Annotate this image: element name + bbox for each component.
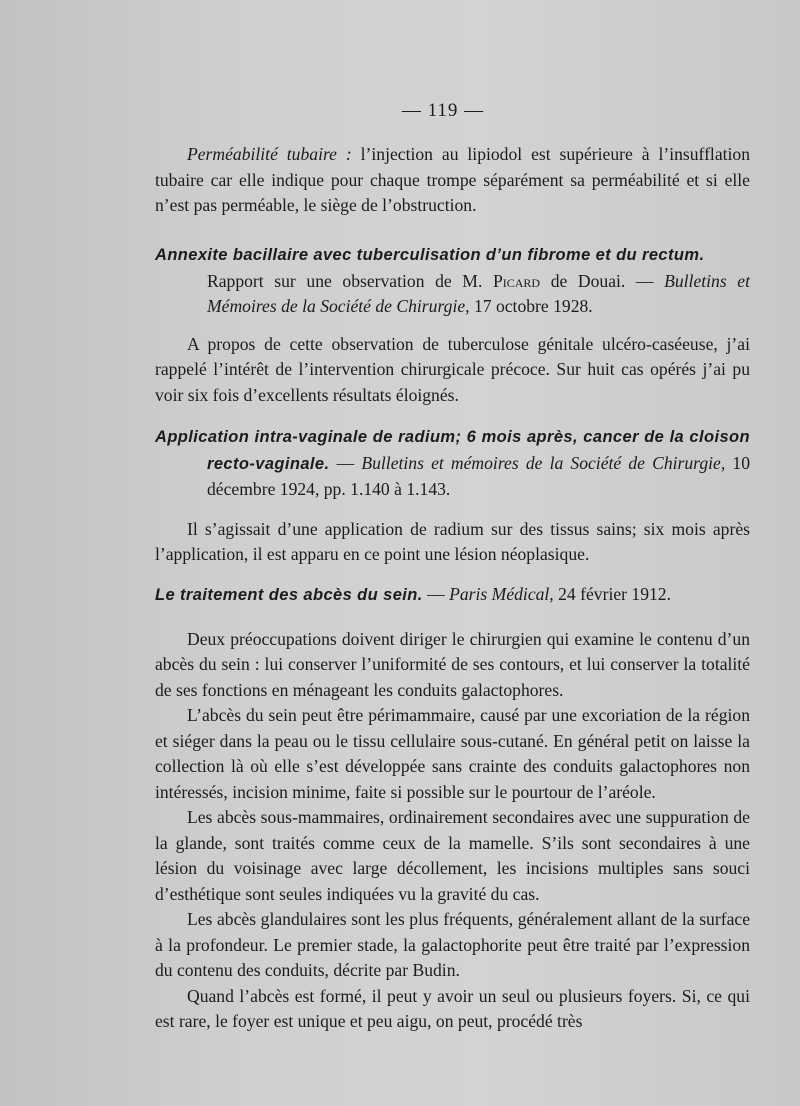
application-heading — [155, 424, 750, 503]
abces-title: Le traitement des abcès du sein. — [155, 586, 423, 604]
abces-paragraph-3: Les abcès sous-mammaires, ordinairement secondaires avec une suppuration de la glande, sont traités comme ceux de la mamelle. S’ils sont secondaires à une lésion du voisinage avec large décollement, les incisions multiples sans souci d’esthétique sont seules indiquées vu la gravité du cas. — [155, 807, 750, 904]
permeabilite-lead: Perméabilité tubaire : — [187, 144, 352, 164]
application-ref-sep: — — [336, 452, 355, 473]
abces-ref-sep: — — [427, 584, 445, 604]
application-body: Il s’agissait d’une application de radium sur des tissus sains; six mois après l’application, il est apparu en ce point une lésion néoplasique. — [155, 518, 750, 564]
annexite-ref-a: Rapport sur une observation de M. — [207, 270, 483, 291]
abces-paragraph-2: L’abcès du sein peut être périmammaire, causé par une excoriation de la région et siéger dans la peau ou le tissu cellulaire sous-cutané. En général petit on laisse la collection là où elle s’est développée sans crainte des conduits galactophores non intéressés, incision minime, faite si possible sur le pourtour de l’aréole. — [155, 705, 750, 802]
section-abces — [155, 582, 750, 1035]
section-annexite — [155, 242, 750, 408]
annexite-ref-journal: Bulletins et Mémoires de la Société de Chirurgie, — [207, 270, 750, 316]
annexite-heading — [155, 242, 750, 320]
abces-heading — [155, 582, 750, 609]
permeabilite-text: l’injection au lipiodol est supérieure à l’insufflation tubaire car elle indique pour chaque trompe séparément sa perméabilité et si elle n’est pas perméable, le siège de l’obstruction. — [155, 144, 750, 215]
annexite-ref-b: de Douai. — — [550, 270, 654, 291]
section-application — [155, 424, 750, 568]
application-title: Application intra-vaginale de radium; 6 mois après, cancer de la cloison recto-vaginale. — [155, 428, 750, 473]
abces-paragraph-5: Quand l’abcès est formé, il peut y avoir un seul ou plusieurs foyers. Si, ce qui est rare, le foyer est unique et peu aigu, on peut, procédé très — [155, 985, 750, 1031]
application-ref-journal: Bulletins et mémoires de la Société de Chirurgie, — [361, 452, 726, 473]
annexite-body: A propos de cette observation de tuberculose génitale ulcéro-caséeuse, j’ai rappelé l’intérêt de l’intervention chirurgicale précoce. Sur huit cas opérés j’ai pu voir six fois d’excellents résultats éloignés. — [155, 333, 750, 405]
annexite-title: Annexite bacillaire avec tuberculisation d’un fibrome et du rectum. — [155, 246, 705, 264]
abces-paragraph-4: Les abcès glandulaires sont les plus fréquents, généralement allant de la surface à la profondeur. Le premier stade, la galactophorite peut être traité par l’expression du contenu des conduits, décrite par Budin. — [155, 909, 750, 980]
abces-ref-journal: Paris Médical, — [449, 584, 554, 604]
abces-body — [155, 627, 750, 1035]
abces-ref-date: 24 février 1912. — [558, 584, 671, 604]
section-permeabilite — [155, 142, 750, 219]
annexite-ref-date: 17 octobre 1928. — [473, 296, 593, 316]
abces-paragraph-1: Deux préoccupations doivent diriger le chirurgien qui examine le contenu d’un abcès du sein : lui conserver l’uniformité de ses contours, et lui conserver la totalité de ses fonctions en ménageant les conduits galactophores. — [155, 628, 750, 700]
annexite-ref-name: Picard — [492, 270, 541, 291]
permeabilite-paragraph — [155, 142, 750, 219]
page-number: — 119 — — [401, 100, 485, 121]
application-ref-date: 10 décembre 1924, pp. 1.140 à 1.143. — [207, 452, 750, 499]
